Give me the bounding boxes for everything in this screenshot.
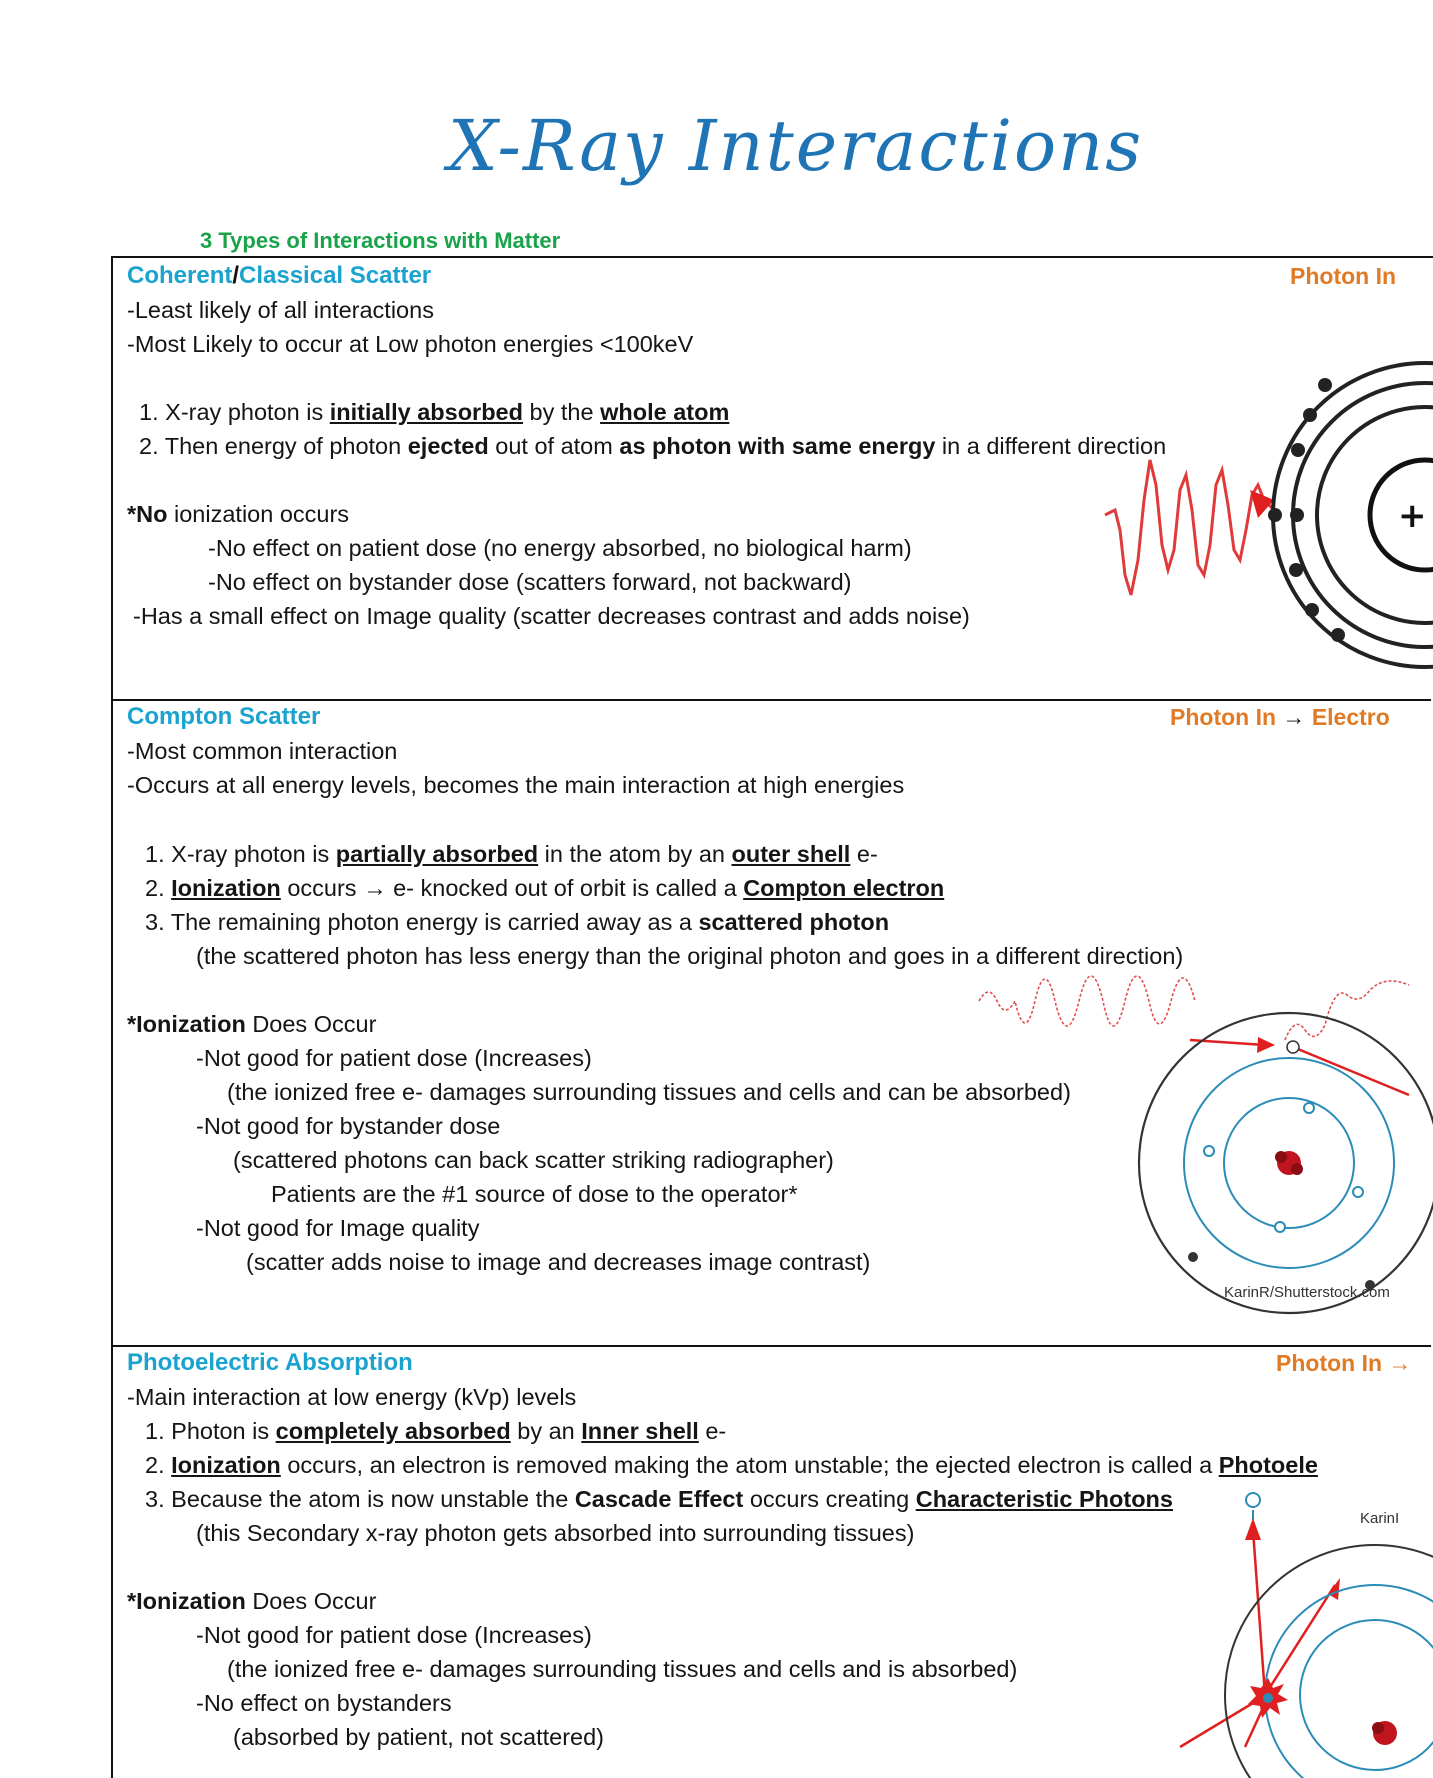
section-divider xyxy=(111,1345,1431,1347)
coherent-title-a: Coherent xyxy=(127,262,233,289)
step-text: Because the atom is now unstable the xyxy=(164,1486,575,1512)
photoelectric-step-3-note: (this Secondary x-ray photon gets absorbed into surrounding tissues) xyxy=(196,1520,915,1546)
coherent-flow-label: Photon In xyxy=(1290,263,1397,289)
step-text: The remaining photon energy is carried away as a xyxy=(164,909,699,935)
page-subtitle: 3 Types of Interactions with Matter xyxy=(200,228,561,253)
photoelectric-step-3 xyxy=(145,1485,1173,1513)
photoelectric-image-credit: KarinI xyxy=(1360,1510,1400,1527)
step-emphasis: ejected xyxy=(407,433,489,459)
compton-line-1: -Most common interaction xyxy=(127,738,398,764)
compton-image-credit: KarinR/Shutterstock.com xyxy=(1224,1284,1390,1301)
compton-effect-2-note: (scattered photons can back scatter striking radiographer) xyxy=(233,1147,834,1173)
compton-step-3-note: (the scattered photon has less energy than the original photon and goes in a different direction) xyxy=(196,943,1184,969)
step-emphasis: whole atom xyxy=(600,399,730,425)
step-number: 2. xyxy=(139,433,159,459)
compton-flow-label xyxy=(1170,704,1390,731)
step-number: 3. xyxy=(145,1486,165,1512)
photoelectric-effect-1-note: (the ionized free e- damages surrounding tissues and cells and is absorbed) xyxy=(227,1656,1018,1682)
coherent-effect-1: -No effect on patient dose (no energy absorbed, no biological harm) xyxy=(208,535,912,561)
photoelectric-title: Photoelectric Absorption xyxy=(127,1349,413,1376)
step-text: in a different direction xyxy=(935,433,1167,459)
arrow-right-icon: → xyxy=(1282,704,1306,730)
step-number: 2. xyxy=(145,1452,165,1478)
coherent-ionization xyxy=(127,500,349,528)
characteristic-photon-path xyxy=(1253,1530,1265,1695)
step-text: occurs → e- knocked out of orbit is called a xyxy=(280,875,744,901)
flow-part-b: Electro xyxy=(1311,704,1390,730)
coherent-title-sep: / xyxy=(232,262,240,289)
step-emphasis: Ionization xyxy=(171,875,281,901)
flow-part-a: Photon In xyxy=(1170,704,1277,730)
step-number: 1. xyxy=(145,841,165,867)
step-text: e- xyxy=(850,841,878,867)
nucleus-plus-icon: + xyxy=(1398,496,1427,536)
coherent-effect-2: -No effect on bystander dose (scatters forward, not backward) xyxy=(208,569,852,595)
step-emphasis: Ionization xyxy=(171,1452,281,1478)
section-divider xyxy=(111,699,1431,701)
page-title: X-Ray Interactions xyxy=(448,105,1144,187)
coherent-atom-diagram xyxy=(1100,360,1427,670)
compton-effect-3-note: (scatter adds noise to image and decreases image contrast) xyxy=(246,1249,871,1275)
compton-effect-2: -Not good for bystander dose xyxy=(196,1113,501,1139)
step-emphasis: Inner shell xyxy=(581,1418,699,1444)
step-number: 1. xyxy=(145,1418,165,1444)
step-emphasis: outer shell xyxy=(731,841,851,867)
coherent-title-b: Classical Scatter xyxy=(239,262,432,289)
step-text: by an xyxy=(510,1418,582,1444)
compton-ionization xyxy=(127,1010,376,1038)
photoelectric-step-1 xyxy=(145,1417,726,1445)
scattered-photon-wave xyxy=(1285,981,1409,1040)
ionization-label: *No xyxy=(127,501,168,527)
step-text: X-ray photon is xyxy=(164,841,336,867)
step-text: out of atom xyxy=(488,433,620,459)
coherent-line-1: -Least likely of all interactions xyxy=(127,297,434,323)
step-text: X-ray photon is xyxy=(158,399,330,425)
step-number: 2. xyxy=(145,875,165,901)
coherent-title xyxy=(127,262,431,290)
coherent-step-1 xyxy=(139,398,729,426)
ionization-text: ionization occurs xyxy=(167,501,350,527)
photoelectric-step-2 xyxy=(145,1451,1318,1479)
step-text: occurs, an electron is removed making the atom unstable; the ejected electron is called a xyxy=(280,1452,1219,1478)
photoelectric-effect-1: -Not good for patient dose (Increases) xyxy=(196,1622,592,1648)
step-emphasis: Photoele xyxy=(1218,1452,1318,1478)
step-text: occurs creating xyxy=(743,1486,916,1512)
coherent-effect-3: -Has a small effect on Image quality (scatter decreases contrast and adds noise) xyxy=(133,603,970,629)
step-emphasis: as photon with same energy xyxy=(619,433,936,459)
compton-atom-diagram xyxy=(975,985,1409,1305)
photoelectric-ionization xyxy=(127,1587,376,1615)
step-emphasis: Characteristic Photons xyxy=(915,1486,1173,1512)
ionization-text: Does Occur xyxy=(245,1588,377,1614)
ionization-label: *Ionization xyxy=(127,1588,246,1614)
step-text: Then energy of photon xyxy=(158,433,408,459)
ionization-text: Does Occur xyxy=(245,1011,377,1037)
coherent-step-2 xyxy=(139,432,1166,460)
step-emphasis: completely absorbed xyxy=(275,1418,511,1444)
step-text: by the xyxy=(523,399,601,425)
step-number: 1. xyxy=(139,399,159,425)
compton-line-2: -Occurs at all energy levels, becomes the main interaction at high energies xyxy=(127,772,905,798)
compton-effect-1: -Not good for patient dose (Increases) xyxy=(196,1045,592,1071)
compton-effect-2-note-2: Patients are the #1 source of dose to the operator* xyxy=(271,1181,798,1207)
compton-title: Compton Scatter xyxy=(127,703,321,730)
photoelectric-flow-label: Photon In → xyxy=(1276,1350,1412,1376)
step-number: 3. xyxy=(145,909,165,935)
compton-effect-1-note: (the ionized free e- damages surrounding tissues and cells and can be absorbed) xyxy=(227,1079,1071,1105)
compton-step-2 xyxy=(145,874,944,902)
photoelectric-line-1: -Main interaction at low energy (kVp) levels xyxy=(127,1384,577,1410)
photon-arrowhead xyxy=(1245,1518,1261,1540)
step-emphasis: Compton electron xyxy=(743,875,945,901)
coherent-line-2: -Most Likely to occur at Low photon energies <100keV xyxy=(127,331,694,357)
step-emphasis: initially absorbed xyxy=(329,399,523,425)
step-text: e- xyxy=(698,1418,727,1444)
step-emphasis: partially absorbed xyxy=(335,841,539,867)
characteristic-photon xyxy=(1246,1493,1260,1507)
step-text: in the atom by an xyxy=(538,841,732,867)
photon-arrowhead xyxy=(1257,1037,1275,1053)
compton-effect-3: -Not good for Image quality xyxy=(196,1215,480,1241)
step-emphasis: scattered photon xyxy=(698,909,890,935)
photoelectric-effect-2-note: (absorbed by patient, not scattered) xyxy=(233,1724,604,1750)
photoelectric-effect-2: -No effect on bystanders xyxy=(196,1690,452,1716)
incoming-photon-wave xyxy=(1105,460,1272,595)
compton-step-1 xyxy=(145,840,878,868)
photoelectric-atom-diagram xyxy=(1150,1490,1409,1747)
step-text: Photon is xyxy=(164,1418,276,1444)
compton-step-3 xyxy=(145,908,889,936)
step-emphasis: Cascade Effect xyxy=(574,1486,744,1512)
ionization-label: *Ionization xyxy=(127,1011,246,1037)
